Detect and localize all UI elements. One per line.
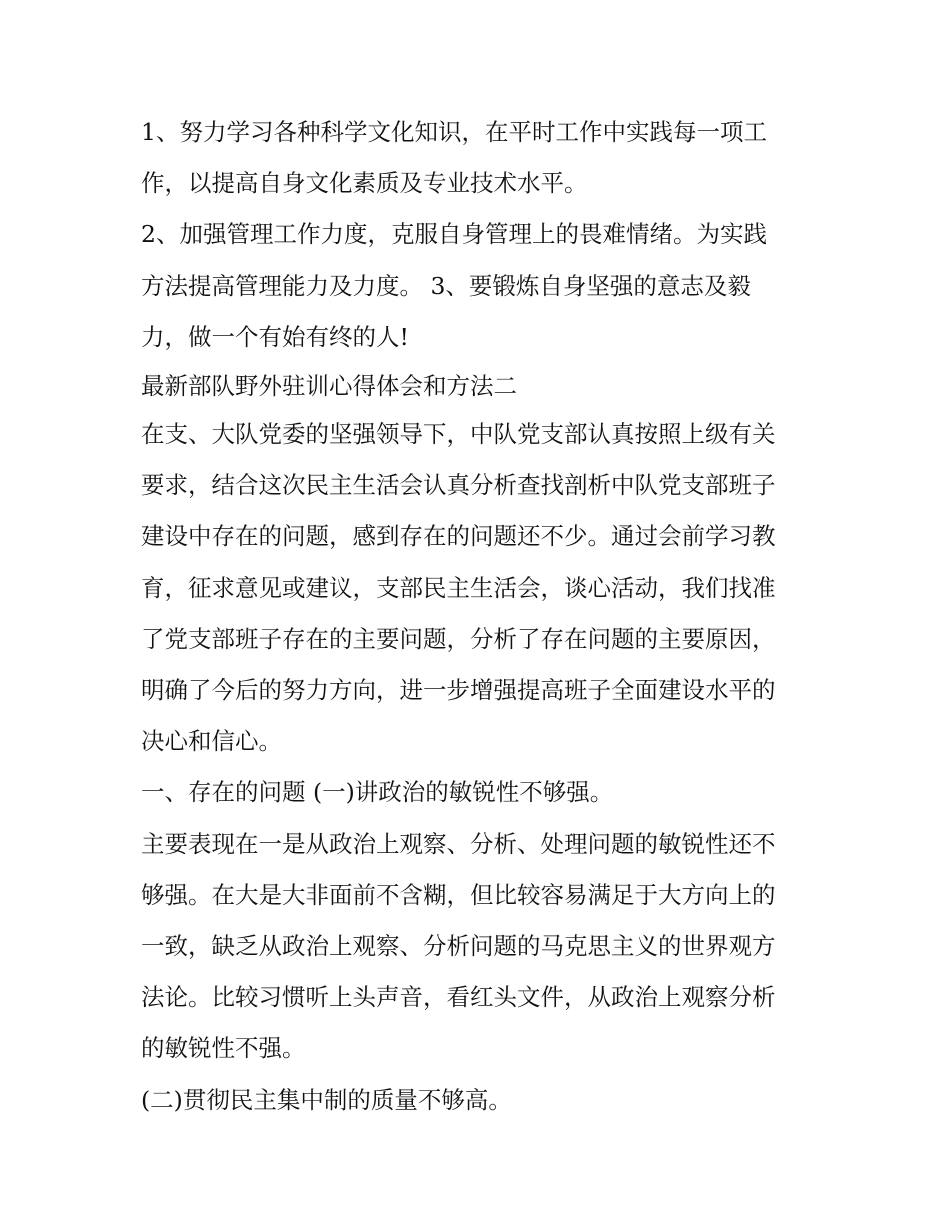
body-line-7: 在支、大队党委的坚强领导下，中队党支部认真按照上级有关 — [141, 420, 776, 449]
body-line-1: 1、努力学习各种科学文化知识，在平时工作中实践每一项工 — [141, 118, 767, 146]
body-line-19: 的敏锐性不强。 — [141, 1034, 306, 1063]
problem-heading: 一、存在的问题 (一)讲政治的敏锐性不够强。 — [141, 778, 614, 807]
body-line-15: 主要表现在一是从政治上观察、分析、处理问题的敏锐性还不 — [141, 829, 776, 858]
subsection-heading: (二)贯彻民主集中制的质量不够高。 — [141, 1085, 512, 1114]
body-line-8: 要求，结合这次民主生活会认真分析查找剖析中队党支部班子 — [141, 471, 776, 500]
body-line-2: 作，以提高自身文化素质及专业技术水平。 — [141, 169, 588, 198]
document-body — [141, 107, 816, 1126]
section-heading: 最新部队野外驻训心得体会和方法二 — [141, 372, 517, 401]
body-line-16: 够强。在大是大非面前不含糊，但比较容易满足于大方向上的 — [141, 880, 776, 909]
body-line-11: 了党支部班子存在的主要问题，分析了存在问题的主要原因， — [141, 624, 776, 653]
body-line-10: 育，征求意见或建议，支部民主生活会，谈心活动，我们找准 — [141, 573, 776, 602]
body-line-12: 明确了今后的努力方向，进一步增强提高班子全面建设水平的 — [141, 676, 776, 705]
body-line-17: 一致，缺乏从政治上观察、分析问题的马克思主义的世界观方 — [141, 932, 776, 961]
body-line-5: 力，做一个有始有终的人! — [141, 322, 409, 351]
body-line-18: 法论。比较习惯听上头声音，看红头文件，从政治上观察分析 — [141, 983, 776, 1012]
body-line-3: 2、加强管理工作力度，克服自身管理上的畏难情绪。为实践 — [141, 220, 767, 249]
body-line-9: 建设中存在的问题，感到存在的问题还不少。通过会前学习教 — [141, 522, 776, 551]
body-line-4: 方法提高管理能力及力度。 3、要锻炼自身坚强的意志及毅 — [141, 271, 751, 300]
body-line-13: 决心和信心。 — [141, 727, 282, 756]
